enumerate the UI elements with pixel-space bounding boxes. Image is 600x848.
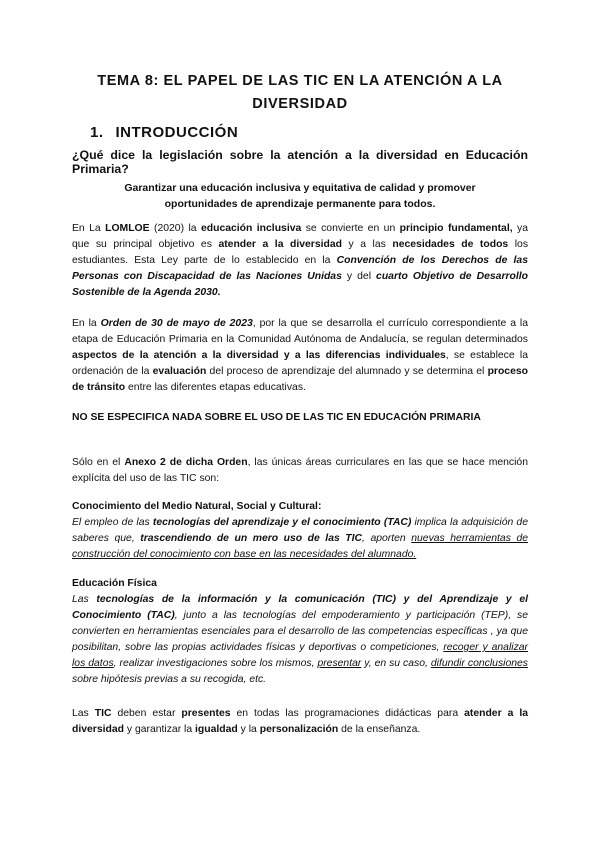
paragraph-anexo: Sólo en el Anexo 2 de dicha Orden, las únicas áreas curriculares en las que se hace mención explícita del uso de las TIC son: bbox=[72, 457, 528, 484]
educacion-fisica-label: Educación Física bbox=[72, 578, 157, 589]
notice-tic: NO SE ESPECIFICA NADA SOBRE EL USO DE LAS TIC EN EDUCACIÓN PRIMARIA bbox=[72, 412, 481, 423]
paragraph-orden: En la Orden de 30 de mayo de 2023, por la que se desarrolla el currículo correspondiente a la etapa de Educación Primaria en la Comunidad Autónoma de Andalucía, se regulan determinados aspectos de la atención a la diversidad y a las diferencias individuales, se establece la ordenación de la evaluación del proceso de aprendizaje del alumnado y se determina el proceso de tránsito entre las diferentes etapas educativas. bbox=[72, 318, 528, 393]
paragraph-lomloe: En La LOMLOE (2020) la educación inclusiva se convierte en un principio fundamental, ya que su principal objetivo es atender a la diversidad y a las necesidades de todos los estudiantes. Esta Ley parte de lo establecido en la Convención de los Derechos de las Personas con Discapacidad de las Naciones Unidas y del cuarto Objetivo de Desarrollo Sostenible de la Agenda 2030. bbox=[72, 223, 529, 298]
section-title: INTRODUCCIÓN bbox=[115, 124, 239, 141]
question-heading: ¿Qué dice la legislación sobre la atención a la diversidad en Educación Primaria? bbox=[72, 148, 528, 176]
answer-statement: Garantizar una educación inclusiva y equitativa de calidad y promover oportunidades de aprendizaje permanente para todos. bbox=[124, 182, 476, 210]
title-line-2: DIVERSIDAD bbox=[252, 96, 348, 112]
section-educacion-fisica: Educación Física Las tecnologías de la información y la comunicación (TIC) y del Aprendizaje y el Conocimiento (TAC), junto a las tecnologías del empoderamiento y participación (TEP), se convierten en herramientas esenciales para el desarrollo de las competencias específicas , ya que posibilitan, sobre las propias actividades físicas y deportivas o competiciones, recoger y analizar los datos, realizar investigaciones sobre los mismos, presentar y, en su caso, difundir conclusiones sobre hipótesis previas a su recogida, etc. bbox=[72, 578, 529, 685]
document-title bbox=[60, 70, 540, 116]
paragraph-conclusion: Las TIC deben estar presentes en todas las programaciones didácticas para atender a la diversidad y garantizar la igualdad y la personalización de la enseñanza. bbox=[72, 708, 529, 735]
section-number: 1. bbox=[90, 124, 104, 141]
title-line-1: TEMA 8: EL PAPEL DE LAS TIC EN LA ATENCIÓN A LA bbox=[97, 73, 503, 89]
section-heading bbox=[90, 124, 238, 141]
conocimiento-medio-label: Conocimiento del Medio Natural, Social y Cultural: bbox=[72, 501, 322, 512]
section-conocimiento-medio: Conocimiento del Medio Natural, Social y Cultural: El empleo de las tecnologías del aprendizaje y el conocimiento (TAC) implica la adquisición de saberes que, trascendiendo de un mero uso de las TIC, aporten nuevas herramientas de construcción del conocimiento con base en las necesidades del alumnado. bbox=[72, 501, 529, 560]
